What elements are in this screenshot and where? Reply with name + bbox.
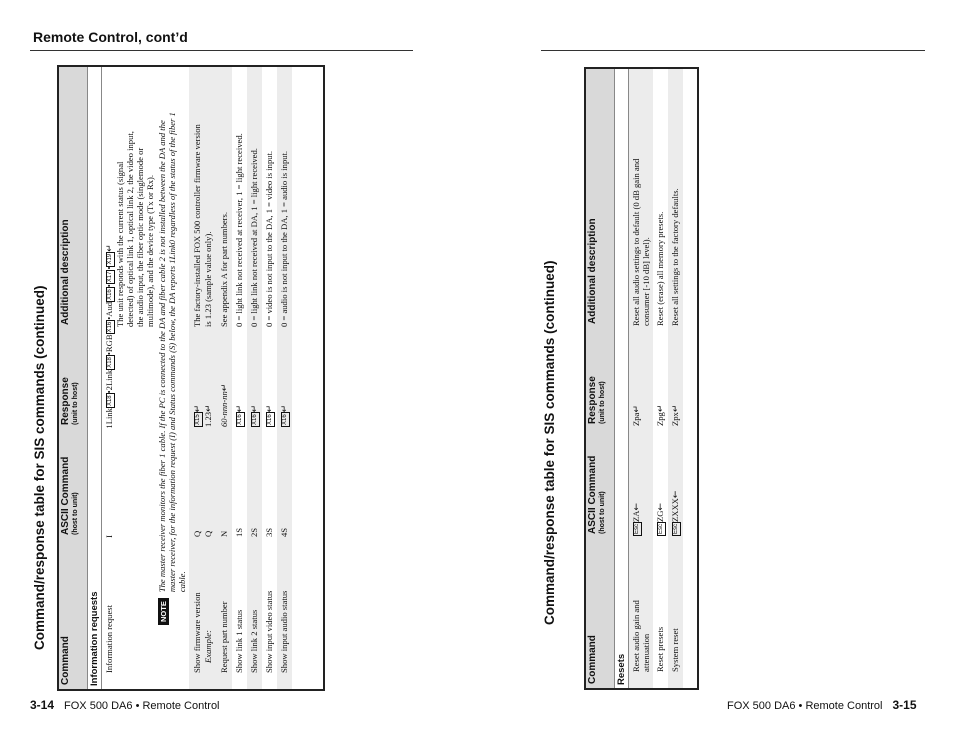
cell-command: Show firmware version (192, 592, 202, 673)
table-row (232, 67, 247, 689)
table-row (629, 69, 653, 688)
col-command: Command (587, 635, 598, 684)
left-table-header (59, 67, 88, 689)
col-command: Command (60, 636, 71, 685)
key-x16: X16 (106, 289, 113, 300)
footer-left-text: FOX 500 DA6 • Remote Control (64, 700, 220, 712)
esc-key-icon: Esc (633, 523, 640, 534)
cell-command: Show input audio status (279, 590, 289, 673)
cell-response (279, 329, 290, 429)
cell-command: Show input video status (264, 590, 274, 673)
cell-command: Reset presets (655, 626, 665, 672)
right-table-title: Command/response table for SIS commands (continued) (542, 260, 557, 625)
return-icon: ↵ (265, 404, 275, 413)
return-icon: ↵ (280, 404, 290, 413)
key-x16: X16 (266, 414, 273, 425)
arrow-left-icon: ← (656, 502, 666, 511)
arrow-left-icon: ← (632, 502, 642, 511)
section-information-requests: Information requests (88, 67, 102, 689)
col-response: Response (unit to host) (60, 377, 79, 425)
note-block: NOTE The master receiver monitors the fiber 1 cable. If the PC is connected to the DA and fiber cable 2 is not installed between the DA and the master receiver, for the information request (I) and Status commands (S) below, the DA reports 1Link0 regardless of the status of the fiber 1 cable. (155, 67, 189, 689)
table-row (653, 69, 668, 688)
cell-command: Information request (104, 604, 114, 673)
cell-ascii: EscZG← (655, 502, 666, 534)
cell-ascii: 4S (279, 527, 289, 537)
return-icon: ↵ (656, 404, 666, 413)
right-table (584, 67, 699, 690)
col-description: Additional description (587, 218, 598, 324)
cell-ascii: EscZXXX← (670, 490, 681, 534)
key-x18: X18 (106, 395, 113, 407)
cell-response: Zpg↵ (655, 404, 666, 426)
col-response: Response (unit to host) (587, 376, 606, 424)
col-ascii: ASCII Command (host to unit) (587, 455, 606, 534)
cell-ascii: 2S (249, 527, 259, 537)
footer-right (727, 698, 917, 712)
cell-response (234, 329, 245, 429)
key-x16: X16 (251, 414, 258, 425)
footer-right-page: 3-15 (892, 698, 917, 712)
cell-description: 0 = audio is not input to the DA, 1 = audio is input. (279, 150, 289, 327)
cell-description: 0 = light link not received at DA, 1 = light received. (249, 148, 259, 327)
footer-left (30, 698, 220, 712)
key-x19: X19 (106, 253, 113, 265)
return-icon: ↵ (250, 404, 260, 413)
cell-response: X15↵ (193, 404, 203, 425)
cell-response (264, 329, 275, 429)
return-icon: ↵ (105, 244, 115, 252)
esc-key-icon: Esc (672, 523, 679, 534)
cell-command: Show link 1 status (234, 609, 244, 673)
table-row-example: Example: Q 1.23↵ is 1.23 (sample value only). (203, 67, 217, 689)
note-icon: NOTE (158, 598, 169, 625)
left-table (57, 65, 325, 691)
key-x18: X18 (106, 357, 113, 368)
table-row (262, 67, 277, 689)
table-row (277, 67, 292, 689)
left-table-rows (217, 67, 292, 689)
cell-description: Reset all settings to the factory defaults. (670, 188, 680, 326)
header-rule-right (541, 50, 925, 51)
return-icon: ↵ (220, 383, 230, 392)
info-description: The unit responds with the current status (signal detected) of optical link 1, optical link 2, the video input, the audio input, the fiber optic mode (singlemode or multimode), and the device type (Tx or Rx). (115, 131, 155, 327)
cell-description: Reset all audio settings to default (0 dB gain and consumer [-10 dB] level). (631, 158, 651, 326)
table-row (102, 67, 115, 689)
return-icon: ↵ (671, 404, 681, 413)
key-x16: X16 (236, 414, 243, 425)
cell-info-response: 1LinkX18•2LinkX18•RGBX16•AudX16•X17•X19↵ (104, 244, 115, 429)
key-x16: X16 (106, 321, 113, 333)
table-row (668, 69, 683, 688)
cell-response (249, 329, 260, 429)
key-x16: X16 (281, 414, 288, 425)
cell-description: See appendix A for part numbers. (219, 211, 229, 327)
section-resets: Resets (615, 69, 629, 688)
cell-response: Zpa↵ (631, 405, 642, 426)
cell-response: Zpx↵ (670, 404, 681, 426)
table-row (247, 67, 262, 689)
cell-ascii: Q (192, 530, 202, 537)
cell-description: 0 = video is not input to the DA, 1 = video is input. (264, 150, 274, 327)
col-description: Additional description (60, 219, 71, 325)
return-icon: ↵ (235, 404, 245, 413)
arrow-left-icon: ← (671, 490, 681, 499)
cell-ascii: I (104, 535, 114, 538)
table-row (217, 67, 232, 689)
cell-ascii: 3S (264, 527, 274, 537)
table-row (189, 67, 203, 689)
key-x17: X17 (106, 271, 113, 283)
cell-response: 60-nnn-nn↵ (219, 383, 230, 427)
cell-command: Show link 2 status (249, 609, 259, 673)
cell-command: System reset (670, 628, 680, 672)
cell-description: 0 = light link not received at receiver, 1 = light received. (234, 133, 244, 327)
col-ascii: ASCII Command (host to unit) (60, 456, 79, 535)
cell-ascii: EscZA← (631, 502, 642, 534)
right-table-rows (629, 69, 683, 688)
cell-description: The factory-installed FOX 500 controller firmware version (192, 124, 202, 327)
cell-command: Reset audio gain and attenuation (631, 600, 651, 672)
footer-right-text: FOX 500 DA6 • Remote Control (727, 700, 883, 712)
left-table-title: Command/response table for SIS commands (continued) (32, 285, 47, 650)
cell-description: Reset (erase) all memory presets. (655, 211, 665, 326)
cell-command: Request part number (219, 601, 229, 673)
return-icon: ↵ (632, 405, 642, 413)
footer-left-page: 3-14 (30, 698, 55, 712)
esc-key-icon: Esc (657, 523, 664, 534)
header-rule-left (30, 50, 413, 51)
page-header-title: Remote Control, cont’d (33, 29, 188, 45)
right-table-header (586, 69, 615, 688)
cell-ascii: N (219, 530, 229, 537)
cell-ascii: 1S (234, 527, 244, 537)
